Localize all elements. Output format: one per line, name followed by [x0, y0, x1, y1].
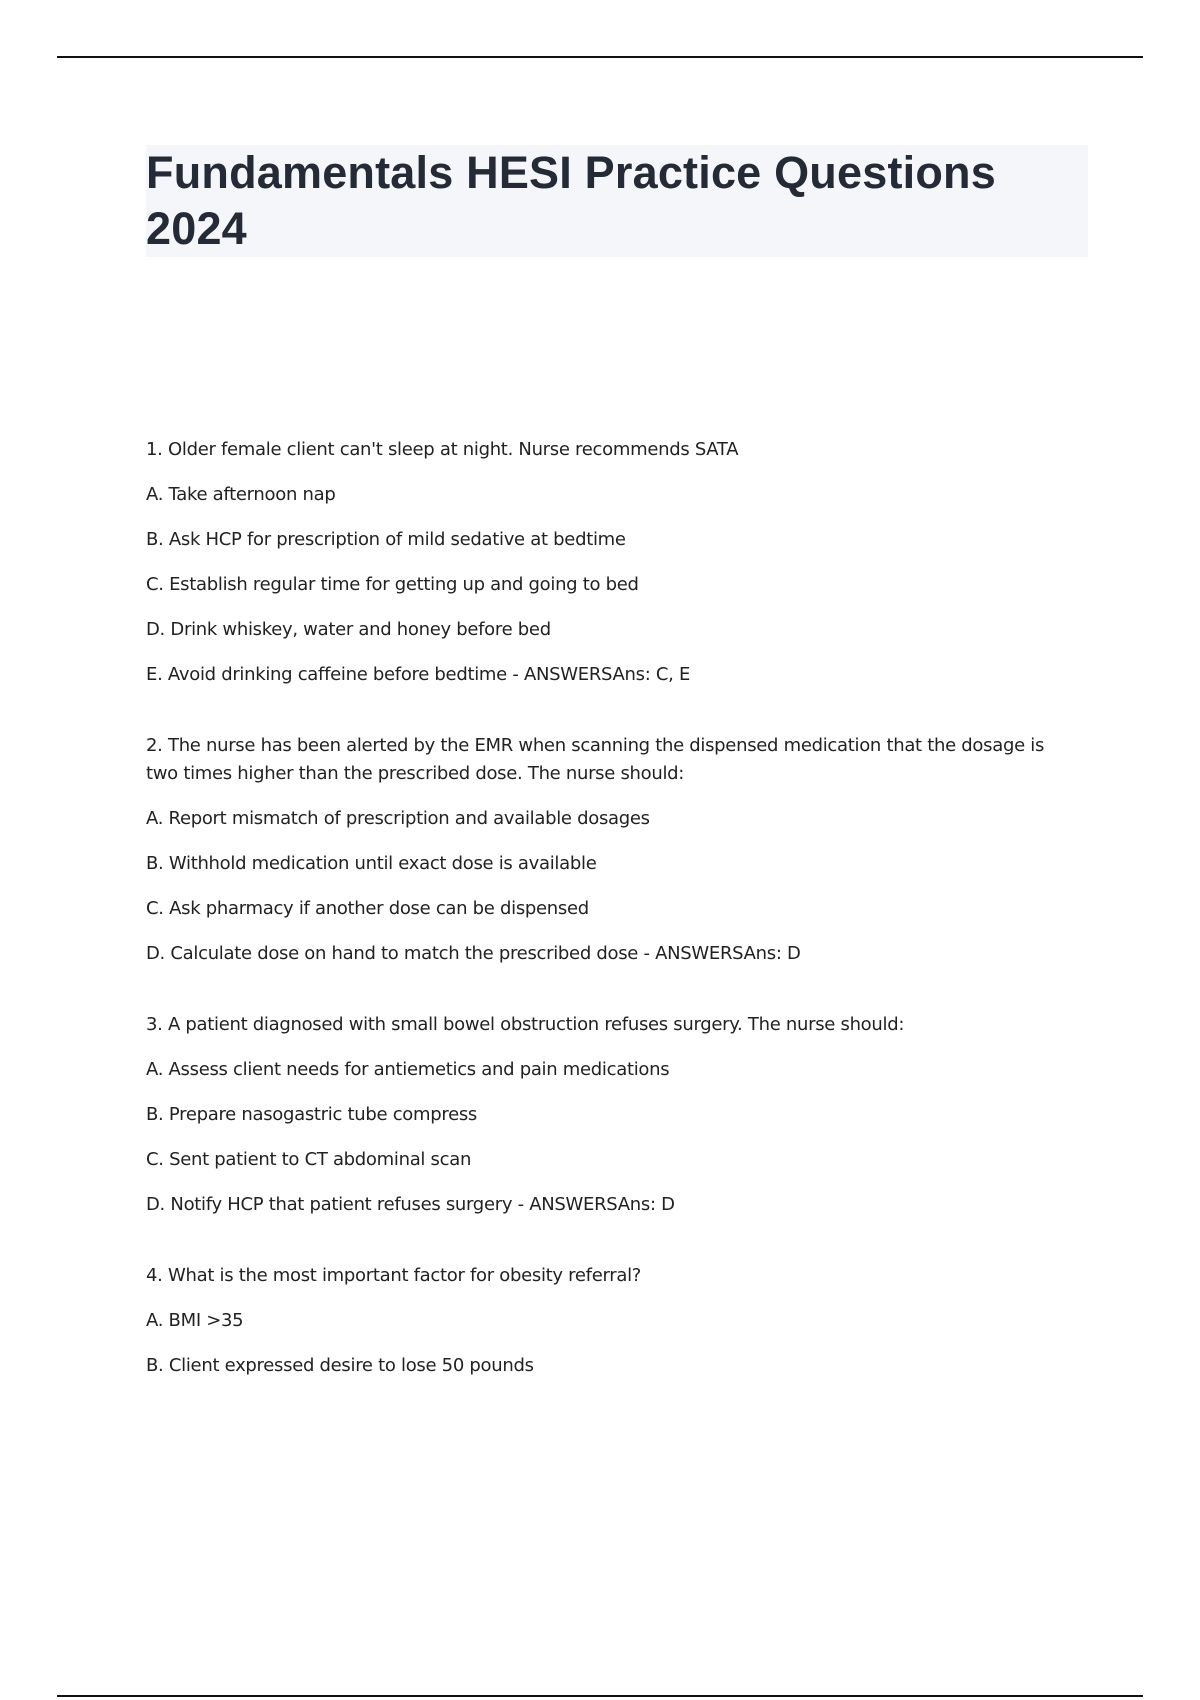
- bottom-divider: [57, 1695, 1143, 1697]
- question-stem: 1. Older female client can't sleep at night. Nurse recommends SATA: [146, 439, 739, 460]
- answer-option: B. Ask HCP for prescription of mild sedative at bedtime: [146, 529, 626, 550]
- answer-option: D. Calculate dose on hand to match the prescribed dose - ANSWERSAns: D: [146, 943, 801, 964]
- answer-option: B. Withhold medication until exact dose is available: [146, 853, 597, 874]
- answer-option: C. Ask pharmacy if another dose can be dispensed: [146, 898, 589, 919]
- question-4: [146, 1262, 1081, 1380]
- question-2: [146, 732, 1081, 968]
- question-stem: 3. A patient diagnosed with small bowel obstruction refuses surgery. The nurse should:: [146, 1014, 905, 1035]
- title-banner: [146, 145, 1088, 257]
- answer-option: A. Report mismatch of prescription and available dosages: [146, 808, 650, 829]
- answer-option: E. Avoid drinking caffeine before bedtime - ANSWERSAns: C, E: [146, 664, 691, 685]
- answer-option: A. BMI >35: [146, 1310, 244, 1331]
- question-stem: 4. What is the most important factor for obesity referral?: [146, 1265, 642, 1286]
- questions-section: [146, 436, 1081, 1423]
- answer-option: C. Sent patient to CT abdominal scan: [146, 1149, 472, 1170]
- answer-option: B. Prepare nasogastric tube compress: [146, 1104, 477, 1125]
- question-1: [146, 436, 1081, 689]
- answer-option: D. Drink whiskey, water and honey before bed: [146, 619, 551, 640]
- top-divider: [57, 56, 1143, 58]
- answer-option: C. Establish regular time for getting up and going to bed: [146, 574, 639, 595]
- answer-option: A. Take afternoon nap: [146, 484, 336, 505]
- question-stem: 2. The nurse has been alerted by the EMR when scanning the dispensed medication that the dosage is two times higher than the prescribed dose. The nurse should:: [146, 735, 1045, 784]
- answer-option: A. Assess client needs for antiemetics and pain medications: [146, 1059, 670, 1080]
- document-title: Fundamentals HESI Practice Questions 2024: [146, 147, 996, 254]
- question-3: [146, 1011, 1081, 1219]
- answer-option: D. Notify HCP that patient refuses surgery - ANSWERSAns: D: [146, 1194, 675, 1215]
- answer-option: B. Client expressed desire to lose 50 pounds: [146, 1355, 534, 1376]
